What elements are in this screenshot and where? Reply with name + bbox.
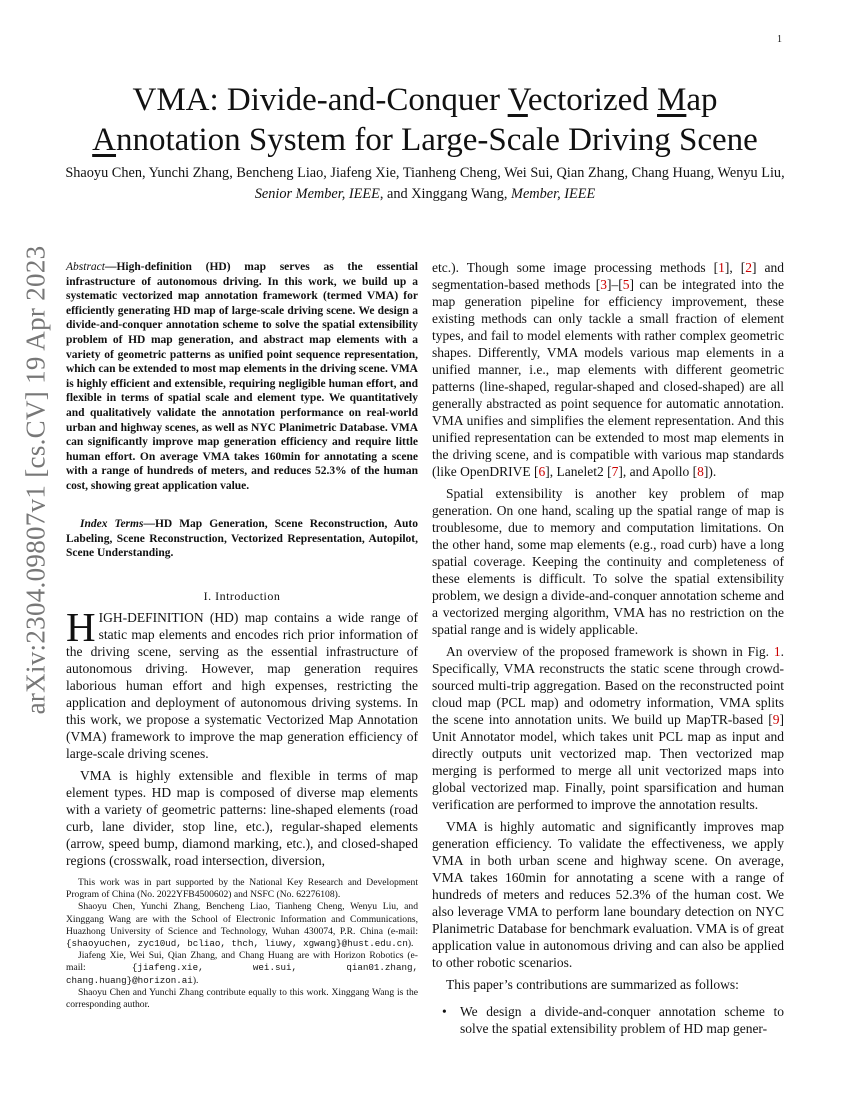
citation-link[interactable]: 6 [538, 464, 546, 479]
abstract-label: Abstract [66, 261, 105, 273]
intro-column-right [432, 259, 784, 1037]
intro-column-left [66, 604, 418, 869]
footnote-funding: This work was in part supported by the National Key Research and Development Program of China (No. 2022YFB4500602) and NSFC (No. 62276108). [66, 877, 418, 901]
intro-paragraph-1: HIGH-DEFINITION (HD) map contains a wide range of static map elements and encodes rich prior information of the driving scene, serving as the essential infrastructure of autonomous driving. However, map generation requires laborious human effort and high expenses, restricting the application and deployment of autonomous driving systems. In this work, we propose a systematic Vectorized Map Annotation (VMA) framework to improve the map generation efficiency of large-scale driving scenes. [66, 604, 418, 761]
page-number: 1 [777, 34, 782, 45]
paper-title: VMA: Divide-and-Conquer Vectorized Map Annotation System for Large-Scale Driving Scene [92, 82, 758, 158]
footnotes [66, 877, 418, 1011]
abstract [66, 260, 418, 494]
right-paragraph-2: Spatial extensibility is another key problem of map generation. On one hand, scaling up the spatial range of map is troublesome, due to memory and computation limitations. On the other hand, some map elements (e.g., road curb) have a long spatial coverage. Keeping the continuity and completeness of these elements is difficult. To solve the spatial extensibility problem, we design a divide-and-conquer annotation scheme and a vectorized merging algorithm, VMA has no restriction on the spatial range and is widely applicable. [432, 486, 784, 637]
arxiv-identifier: arXiv:2304.09807v1 [cs.CV] 19 Apr 2023 [20, 245, 51, 715]
footnote-affiliation-hust: Shaoyu Chen, Yunchi Zhang, Bencheng Liao, Tianheng Cheng, Wenyu Liu, and Xinggang Wang are with the School of Electronic Information and Communications, Huazhong University of Science and Technology, Wuhan 430074, P.R. China (e-mail: {shaoyuchen, zyc10ud, bcliao, thch, liuwy, xgwang}@hust.edu.cn). [66, 901, 418, 950]
right-paragraph-5: This paper’s contributions are summarized as follows: [446, 977, 739, 992]
citation-link[interactable]: 1 [718, 260, 725, 275]
footnote-equal-contribution: Shaoyu Chen and Yunchi Zhang contribute equally to this work. Xinggang Wang is the corresponding author. [66, 986, 418, 1011]
citation-link[interactable]: 8 [697, 464, 704, 479]
right-paragraph-3: An overview of the proposed framework is shown in Fig. 1. Specifically, VMA reconstructs the static scene through crowd-sourced multi-trip aggregation. Based on the reconstructed point cloud map (PCL map) and odometry information, VMA splits the scene into annotation units. We build up MapTR-based [9] Unit Annotator model, which takes unit PCL map as input and directly outputs unit vectorized map. Then vectorized map merging is performed to merge all unit vectorized maps into global vectorized map. Finally, point sparsification and human verification are performed to improve the annotation results. [432, 644, 784, 812]
right-paragraph-4: VMA is highly automatic and significantly improves map generation efficiency. To validate the effectiveness, we apply VMA in both urban scene and highway scene. On average, VMA takes 160min for annotating a scene with a range of hundreds of meters and reduces 52.3% of the human cost. We also leverage VMA to perform lane boundary detection on NYC Planimetric Database for benchmark evaluation. VMA is of great application value in autonomous driving and can also be applied to other robotic scenarios. [432, 819, 784, 970]
footnote-affiliation-horizon: Jiafeng Xie, Wei Sui, Qian Zhang, and Chang Huang are with Horizon Robotics (e-mail: {jiafeng.xie, wei.sui, qian01.zhang, chang.huang}@horizon.ai). [66, 950, 418, 986]
author-list: Shaoyu Chen, Yunchi Zhang, Bencheng Liao, Jiafeng Xie, Tianheng Cheng, Wei Sui, Qian Zhang, Chang Huang, Wenyu Liu, Senior Member, IEEE, and Xinggang Wang, Member, IEEE [65, 165, 785, 202]
citation-link[interactable]: 2 [745, 260, 752, 275]
right-paragraph-1: etc.). Though some image processing methods [1], [2] and segmentation-based methods [3]–[5] can be integrated into the map generation pipeline for efficiency improvement, these existing methods can only tackle a small fraction of element types, and fail to model elements with rather complex geometric shapes. Differently, VMA models various map elements in a unified manner, i.e., map elements with different geometric patterns (line-shaped, regular-shaped and closed-shaped) are all generally abstracted as point sequence for automatic annotation. VMA unifies and simplifies the element representation. And this unified representation can be extended to most map elements in the driving scene, and is compatible with various map standards (like OpenDRIVE [6], Lanelet2 [7], and Apollo [8]). [432, 260, 784, 479]
citation-link[interactable]: 3 [600, 277, 608, 292]
citation-link[interactable]: 5 [622, 277, 630, 292]
section-heading-introduction: I. Introduction [203, 589, 281, 603]
intro-paragraph-2: VMA is highly extensible and flexible in terms of map element types. HD map is composed of diverse map elements with a variety of geometric patterns: line-shaped elements (road curb, lane divider, stop line, etc.), regular-shaped elements (arrow, speed bump, diamond marking, etc.), and closed-shaped regions (crosswalk, road intersection, diversion, [66, 768, 418, 868]
citation-link[interactable]: 7 [611, 464, 619, 479]
abstract-text: —High-definition (HD) map serves as the essential infrastructure of autonomous driving. In this work, we build up a systematic vectorized map annotation framework (termed VMA) for efficiently generating HD map of large-scale driving scene. We design a divide-and-conquer annotation scheme to solve the spatial extensibility problem of HD map generation, and abstract map elements with a variety of geometric patterns as unified point sequence representation, which can be extended to most map elements in the driving scene. VMA is highly efficient and extensible, requiring negligible human effort, and flexible in terms of spatial scale and element type. We quantitatively and qualitatively validate the annotation performance on real-world urban and highway scenes, as well as NYC Planimetric Database. VMA can significantly improve map generation efficiency and require little human effort. On average VMA takes 160min for annotating a scene with a range of hundreds of meters, and reduces 52.3% of the human cost, showing great application value. [66, 261, 418, 492]
contribution-bullet: • We design a divide-and-conquer annotation scheme to solve the spatial extensibility problem of HD map gener- [432, 1003, 784, 1037]
index-terms: Index Terms—HD Map Generation, Scene Reconstruction, Auto Labeling, Scene Reconstruction, Vectorized Representation, Autopilot, Scene Understanding. [66, 518, 418, 560]
drop-cap: H [66, 604, 96, 650]
figure-link[interactable]: 1 [773, 644, 781, 659]
citation-link[interactable]: 9 [772, 712, 780, 727]
